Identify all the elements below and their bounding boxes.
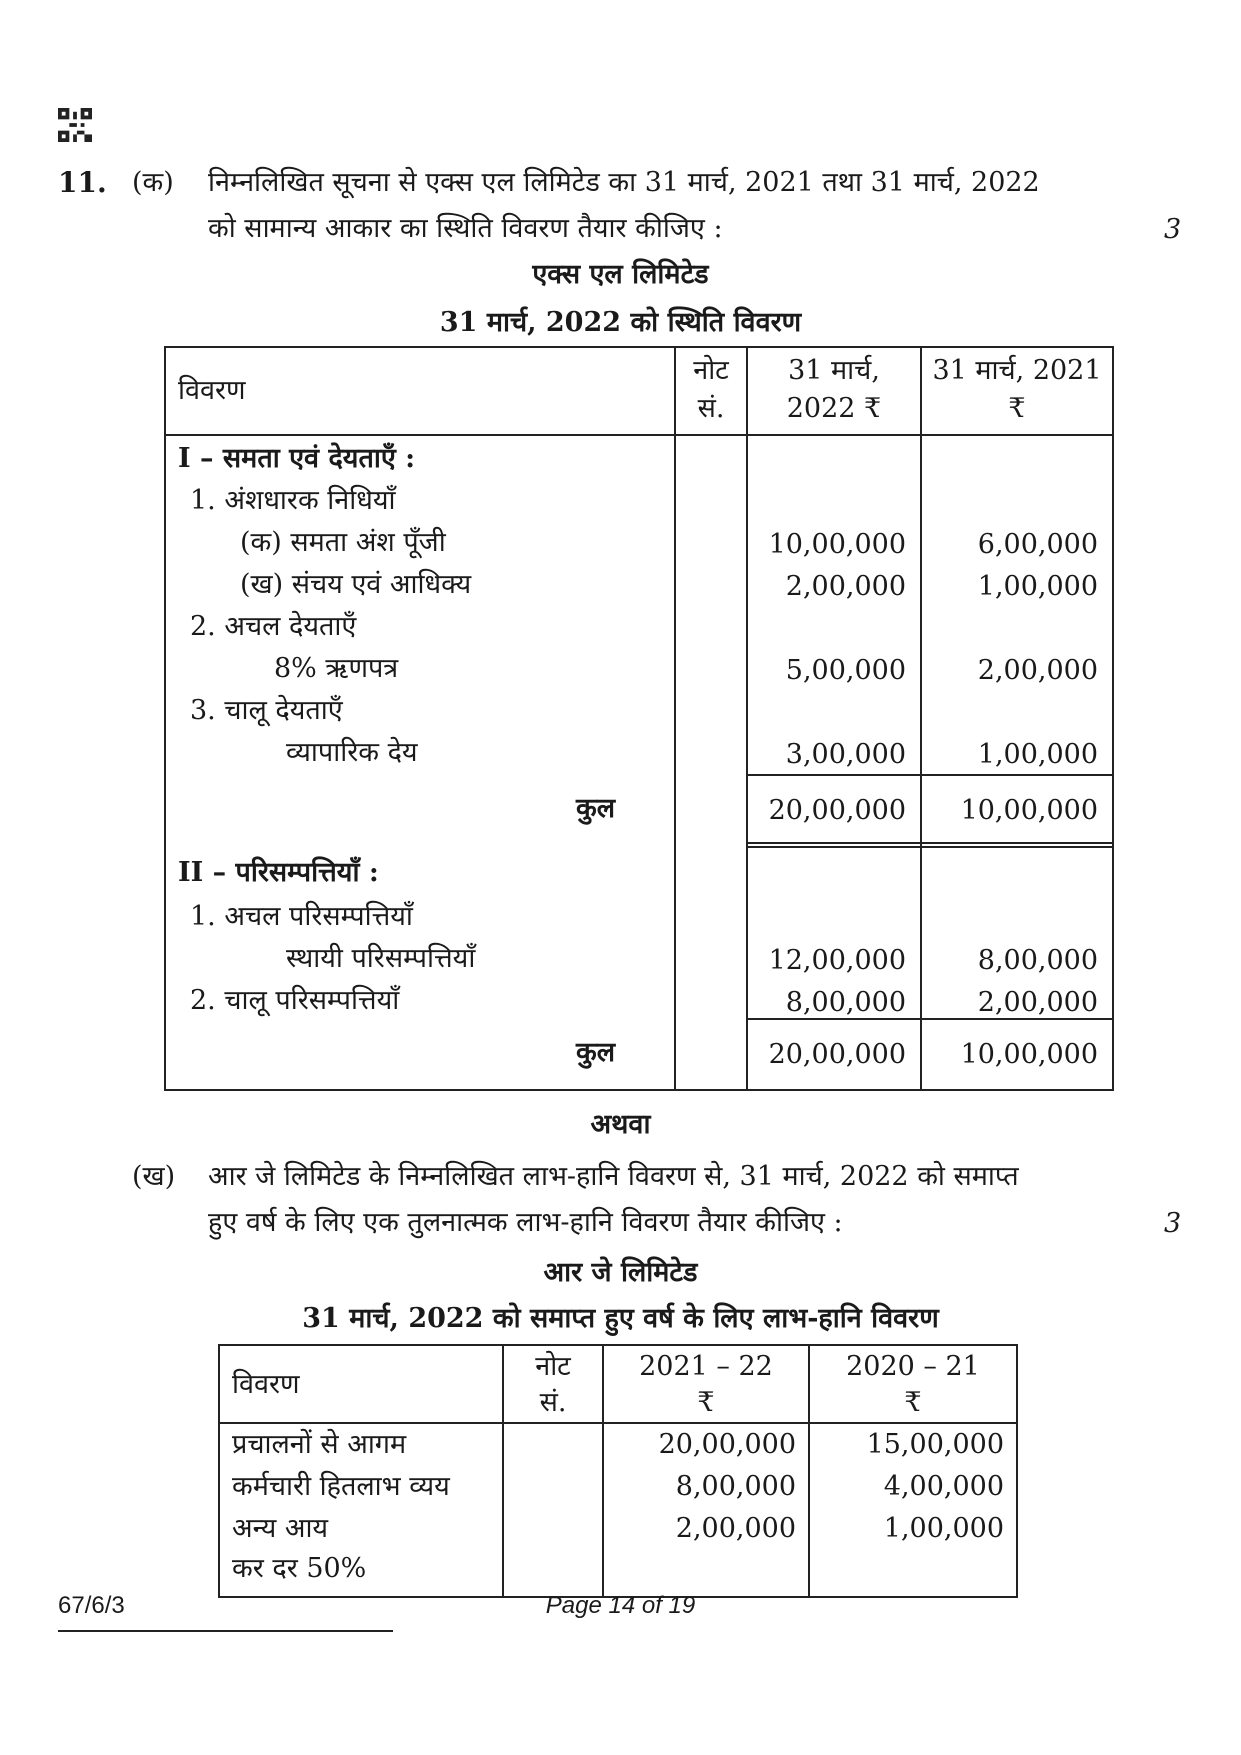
bs-asset-item2: 2. चालू परिसम्पत्तियाँ (190, 985, 400, 1016)
bs-item1b-y2: 1,00,000 (977, 571, 1098, 602)
pl-row-y1: 20,00,000 (658, 1429, 796, 1460)
bs-item1: 1. अंशधारक निधियाँ (190, 485, 396, 516)
bs-header-year1-line1: 31 मार्च, (788, 355, 880, 386)
bs-total1-label: कुल (576, 793, 616, 824)
balance-sheet-table (164, 346, 1114, 1091)
pl-header-year1-line1: 2021 – 22 (639, 1351, 773, 1382)
bs-asset-item2-y2: 2,00,000 (977, 987, 1098, 1018)
pl-header-year2-line1: 2020 – 21 (846, 1351, 980, 1382)
bs-item1b: (ख) संचय एवं आधिक्य (240, 569, 472, 600)
qr-code-icon (58, 108, 92, 142)
bs-header-note-2: सं. (697, 393, 725, 424)
part-b-statement-title: 31 मार्च, 2022 को समाप्त हुए वर्ष के लिए लाभ-हानि विवरण (302, 1303, 939, 1334)
profit-loss-table (218, 1344, 1018, 1598)
pl-header-year1-line2: ₹ (697, 1387, 715, 1418)
bs-asset-item2-y1: 8,00,000 (785, 987, 906, 1018)
pl-row-y1: 8,00,000 (675, 1471, 796, 1502)
part-a-text-line2: को सामान्य आकार का स्थिति विवरण तैयार कीजिए : (208, 213, 723, 244)
bs-asset-item1a-y2: 8,00,000 (977, 945, 1098, 976)
paper-code: 67/6/3 (58, 1592, 125, 1619)
pl-row-label: अन्य आय (232, 1513, 329, 1544)
pl-row-label: कर दर 50% (232, 1553, 367, 1584)
bs-item2a-y2: 2,00,000 (977, 655, 1098, 686)
pl-header-year2-line2: ₹ (904, 1387, 922, 1418)
bs-header-year2-line1: 31 मार्च, 2021 (932, 355, 1102, 386)
bs-item2a: 8% ऋणपत्र (274, 653, 399, 684)
bs-item3: 3. चालू देयताएँ (190, 695, 343, 726)
pl-row-y2: 1,00,000 (883, 1513, 1004, 1544)
part-b-marks: 3 (1164, 1208, 1182, 1239)
pl-row-label: कर्मचारी हितलाभ व्यय (232, 1471, 450, 1502)
page-number: Page 14 of 19 (545, 1592, 696, 1619)
bs-item1a-y2: 6,00,000 (977, 529, 1098, 560)
bs-item1b-y1: 2,00,000 (785, 571, 906, 602)
bs-item1a-y1: 10,00,000 (768, 529, 906, 560)
part-a-marks: 3 (1164, 214, 1182, 245)
bs-item1a: (क) समता अंश पूँजी (240, 527, 446, 558)
bs-item3a: व्यापारिक देय (286, 737, 418, 768)
bs-total1-y1: 20,00,000 (768, 795, 906, 826)
bs-section2-heading: II – परिसम्पत्तियाँ : (178, 857, 379, 888)
part-b-text-line2: हुए वर्ष के लिए एक तुलनात्मक लाभ-हानि विवरण तैयार कीजिए : (208, 1207, 843, 1238)
bs-total2-y1: 20,00,000 (768, 1039, 906, 1070)
part-b-text-line1: आर जे लिमिटेड के निम्नलिखित लाभ-हानि विवरण से, 31 मार्च, 2022 को समाप्त (208, 1161, 1019, 1192)
part-b-company: आर जे लिमिटेड (543, 1257, 698, 1288)
or-separator: अथवा (590, 1109, 651, 1140)
bs-header-note-1: नोट (693, 355, 729, 386)
part-a-text-line1: निम्नलिखित सूचना से एक्स एल लिमिटेड का 31 मार्च, 2021 तथा 31 मार्च, 2022 (208, 167, 1040, 198)
bs-header-particulars: विवरण (178, 375, 246, 406)
question-number: 11. (58, 166, 107, 199)
footer-divider (58, 1630, 393, 1632)
part-b-label: (ख) (132, 1161, 176, 1192)
pl-row-y1: 2,00,000 (675, 1513, 796, 1544)
bs-item2a-y1: 5,00,000 (785, 655, 906, 686)
part-a-statement-title: 31 मार्च, 2022 को स्थिति विवरण (439, 307, 802, 338)
bs-item2: 2. अचल देयताएँ (190, 611, 357, 642)
bs-asset-item1: 1. अचल परिसम्पत्तियाँ (190, 901, 413, 932)
bs-section1-heading: I – समता एवं देयताएँ : (178, 443, 416, 474)
bs-asset-item1a: स्थायी परिसम्पत्तियाँ (286, 943, 476, 974)
part-a-label: (क) (132, 167, 174, 198)
pl-row-y2: 15,00,000 (866, 1429, 1004, 1460)
bs-total1-y2: 10,00,000 (960, 795, 1098, 826)
bs-asset-item1a-y1: 12,00,000 (768, 945, 906, 976)
part-a-company: एक्स एल लिमिटेड (532, 259, 709, 290)
bs-header-year1-line2: 2022 ₹ (786, 393, 882, 424)
bs-item3a-y1: 3,00,000 (785, 739, 906, 770)
bs-total2-label: कुल (576, 1037, 616, 1068)
bs-header-year2-line2: ₹ (1008, 393, 1026, 424)
bs-total2-y2: 10,00,000 (960, 1039, 1098, 1070)
pl-row-label: प्रचालनों से आगम (232, 1429, 407, 1460)
pl-header-note-2: सं. (539, 1387, 567, 1418)
pl-header-particulars: विवरण (232, 1369, 300, 1400)
pl-header-note-1: नोट (535, 1351, 571, 1382)
pl-row-y2: 4,00,000 (883, 1471, 1004, 1502)
bs-item3a-y2: 1,00,000 (977, 739, 1098, 770)
